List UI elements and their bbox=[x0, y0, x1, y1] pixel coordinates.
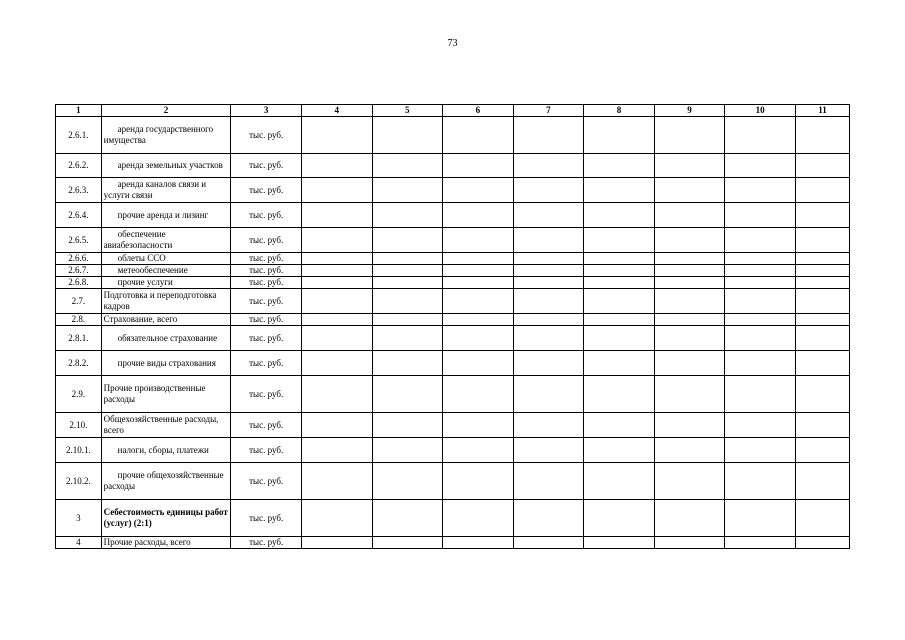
row-number: 2.8.1. bbox=[56, 326, 102, 351]
value-cell-col-6 bbox=[443, 500, 514, 537]
value-cell-col-9 bbox=[654, 154, 725, 178]
value-cell-col-7 bbox=[513, 228, 584, 253]
value-cell-col-6 bbox=[443, 228, 514, 253]
value-cell-col-4 bbox=[301, 376, 372, 413]
column-header-9: 9 bbox=[654, 105, 725, 117]
value-cell-col-6 bbox=[443, 253, 514, 265]
value-cell-col-6 bbox=[443, 438, 514, 463]
value-cell-col-5 bbox=[372, 438, 443, 463]
row-number: 3 bbox=[56, 500, 102, 537]
value-cell-col-7 bbox=[513, 117, 584, 154]
row-name: обязательное страхование bbox=[101, 326, 231, 351]
value-cell-col-6 bbox=[443, 314, 514, 326]
row-number: 2.10.2. bbox=[56, 463, 102, 500]
value-cell-col-9 bbox=[654, 438, 725, 463]
value-cell-col-5 bbox=[372, 154, 443, 178]
value-cell-col-11 bbox=[795, 277, 849, 289]
row-name: прочие общехозяйственные расходы bbox=[101, 463, 231, 500]
value-cell-col-9 bbox=[654, 351, 725, 376]
value-cell-col-9 bbox=[654, 228, 725, 253]
row-name: Страхование, всего bbox=[101, 314, 231, 326]
column-header-6: 6 bbox=[443, 105, 514, 117]
table-row bbox=[56, 277, 850, 289]
value-cell-col-8 bbox=[584, 117, 655, 154]
table-body bbox=[56, 117, 850, 549]
value-cell-col-11 bbox=[795, 351, 849, 376]
value-cell-col-11 bbox=[795, 438, 849, 463]
value-cell-col-10 bbox=[725, 326, 796, 351]
value-cell-col-7 bbox=[513, 265, 584, 277]
value-cell-col-7 bbox=[513, 438, 584, 463]
row-name: Себестоимость единицы работ (услуг) (2:1) bbox=[101, 500, 231, 537]
value-cell-col-9 bbox=[654, 376, 725, 413]
value-cell-col-11 bbox=[795, 314, 849, 326]
table-row bbox=[56, 314, 850, 326]
row-name: облеты ССО bbox=[101, 253, 231, 265]
value-cell-col-6 bbox=[443, 463, 514, 500]
row-unit: тыс. руб. bbox=[231, 413, 302, 438]
value-cell-col-10 bbox=[725, 277, 796, 289]
value-cell-col-4 bbox=[301, 228, 372, 253]
row-unit: тыс. руб. bbox=[231, 228, 302, 253]
value-cell-col-8 bbox=[584, 326, 655, 351]
value-cell-col-8 bbox=[584, 289, 655, 314]
row-name: прочие услуги bbox=[101, 277, 231, 289]
value-cell-col-6 bbox=[443, 203, 514, 228]
value-cell-col-11 bbox=[795, 178, 849, 203]
value-cell-col-7 bbox=[513, 413, 584, 438]
value-cell-col-7 bbox=[513, 537, 584, 549]
value-cell-col-5 bbox=[372, 265, 443, 277]
value-cell-col-8 bbox=[584, 277, 655, 289]
row-unit: тыс. руб. bbox=[231, 117, 302, 154]
value-cell-col-8 bbox=[584, 500, 655, 537]
row-unit: тыс. руб. bbox=[231, 265, 302, 277]
value-cell-col-4 bbox=[301, 178, 372, 203]
value-cell-col-9 bbox=[654, 289, 725, 314]
row-number: 2.9. bbox=[56, 376, 102, 413]
value-cell-col-11 bbox=[795, 500, 849, 537]
column-header-3: 3 bbox=[231, 105, 302, 117]
cost-table bbox=[55, 104, 850, 549]
row-unit: тыс. руб. bbox=[231, 326, 302, 351]
value-cell-col-11 bbox=[795, 265, 849, 277]
row-name: прочие аренда и лизинг bbox=[101, 203, 231, 228]
table-row bbox=[56, 438, 850, 463]
value-cell-col-6 bbox=[443, 289, 514, 314]
value-cell-col-6 bbox=[443, 326, 514, 351]
row-unit: тыс. руб. bbox=[231, 277, 302, 289]
value-cell-col-6 bbox=[443, 117, 514, 154]
value-cell-col-4 bbox=[301, 438, 372, 463]
value-cell-col-8 bbox=[584, 203, 655, 228]
value-cell-col-11 bbox=[795, 228, 849, 253]
row-unit: тыс. руб. bbox=[231, 253, 302, 265]
value-cell-col-5 bbox=[372, 289, 443, 314]
row-name: аренда земельных участков bbox=[101, 154, 231, 178]
value-cell-col-11 bbox=[795, 203, 849, 228]
value-cell-col-8 bbox=[584, 438, 655, 463]
value-cell-col-9 bbox=[654, 463, 725, 500]
row-unit: тыс. руб. bbox=[231, 351, 302, 376]
table-row bbox=[56, 228, 850, 253]
row-number: 4 bbox=[56, 537, 102, 549]
value-cell-col-7 bbox=[513, 277, 584, 289]
value-cell-col-5 bbox=[372, 277, 443, 289]
value-cell-col-9 bbox=[654, 314, 725, 326]
value-cell-col-8 bbox=[584, 154, 655, 178]
row-name: прочие виды страхования bbox=[101, 351, 231, 376]
row-name: Прочие производственные расходы bbox=[101, 376, 231, 413]
row-unit: тыс. руб. bbox=[231, 438, 302, 463]
table-row bbox=[56, 117, 850, 154]
value-cell-col-5 bbox=[372, 178, 443, 203]
column-header-4: 4 bbox=[301, 105, 372, 117]
row-number: 2.6.1. bbox=[56, 117, 102, 154]
table-row bbox=[56, 500, 850, 537]
value-cell-col-9 bbox=[654, 537, 725, 549]
row-number: 2.6.8. bbox=[56, 277, 102, 289]
row-name: метеообеспечение bbox=[101, 265, 231, 277]
value-cell-col-7 bbox=[513, 326, 584, 351]
value-cell-col-4 bbox=[301, 351, 372, 376]
row-number: 2.6.4. bbox=[56, 203, 102, 228]
value-cell-col-5 bbox=[372, 228, 443, 253]
value-cell-col-10 bbox=[725, 314, 796, 326]
value-cell-col-4 bbox=[301, 117, 372, 154]
value-cell-col-7 bbox=[513, 203, 584, 228]
value-cell-col-8 bbox=[584, 253, 655, 265]
row-number: 2.6.5. bbox=[56, 228, 102, 253]
value-cell-col-4 bbox=[301, 154, 372, 178]
value-cell-col-8 bbox=[584, 265, 655, 277]
row-number: 2.6.6. bbox=[56, 253, 102, 265]
row-name: налоги, сборы, платежи bbox=[101, 438, 231, 463]
value-cell-col-11 bbox=[795, 289, 849, 314]
value-cell-col-6 bbox=[443, 376, 514, 413]
row-unit: тыс. руб. bbox=[231, 289, 302, 314]
value-cell-col-7 bbox=[513, 314, 584, 326]
value-cell-col-11 bbox=[795, 253, 849, 265]
value-cell-col-4 bbox=[301, 277, 372, 289]
value-cell-col-4 bbox=[301, 537, 372, 549]
value-cell-col-7 bbox=[513, 351, 584, 376]
value-cell-col-8 bbox=[584, 376, 655, 413]
row-name: обеспечение авиабезопасности bbox=[101, 228, 231, 253]
value-cell-col-7 bbox=[513, 253, 584, 265]
value-cell-col-9 bbox=[654, 500, 725, 537]
value-cell-col-8 bbox=[584, 178, 655, 203]
value-cell-col-10 bbox=[725, 351, 796, 376]
table-row bbox=[56, 463, 850, 500]
value-cell-col-4 bbox=[301, 326, 372, 351]
value-cell-col-4 bbox=[301, 314, 372, 326]
row-name: Прочие расходы, всего bbox=[101, 537, 231, 549]
column-header-5: 5 bbox=[372, 105, 443, 117]
column-header-1: 1 bbox=[56, 105, 102, 117]
value-cell-col-9 bbox=[654, 413, 725, 438]
row-number: 2.6.7. bbox=[56, 265, 102, 277]
table-row bbox=[56, 154, 850, 178]
row-number: 2.10. bbox=[56, 413, 102, 438]
value-cell-col-10 bbox=[725, 203, 796, 228]
value-cell-col-10 bbox=[725, 463, 796, 500]
row-number: 2.7. bbox=[56, 289, 102, 314]
value-cell-col-5 bbox=[372, 351, 443, 376]
value-cell-col-10 bbox=[725, 265, 796, 277]
row-unit: тыс. руб. bbox=[231, 154, 302, 178]
value-cell-col-6 bbox=[443, 265, 514, 277]
value-cell-col-4 bbox=[301, 289, 372, 314]
value-cell-col-5 bbox=[372, 500, 443, 537]
value-cell-col-7 bbox=[513, 178, 584, 203]
value-cell-col-11 bbox=[795, 376, 849, 413]
value-cell-col-5 bbox=[372, 463, 443, 500]
value-cell-col-7 bbox=[513, 154, 584, 178]
row-unit: тыс. руб. bbox=[231, 500, 302, 537]
column-header-11: 11 bbox=[795, 105, 849, 117]
table-row bbox=[56, 376, 850, 413]
value-cell-col-6 bbox=[443, 351, 514, 376]
table-row bbox=[56, 253, 850, 265]
value-cell-col-9 bbox=[654, 326, 725, 351]
table-row bbox=[56, 326, 850, 351]
value-cell-col-8 bbox=[584, 537, 655, 549]
table-row bbox=[56, 413, 850, 438]
row-number: 2.6.2. bbox=[56, 154, 102, 178]
row-number: 2.10.1. bbox=[56, 438, 102, 463]
value-cell-col-9 bbox=[654, 178, 725, 203]
value-cell-col-10 bbox=[725, 537, 796, 549]
table-row bbox=[56, 178, 850, 203]
row-name: аренда государственного имущества bbox=[101, 117, 231, 154]
row-number: 2.6.3. bbox=[56, 178, 102, 203]
value-cell-col-4 bbox=[301, 463, 372, 500]
value-cell-col-6 bbox=[443, 277, 514, 289]
value-cell-col-10 bbox=[725, 289, 796, 314]
table-row bbox=[56, 537, 850, 549]
value-cell-col-10 bbox=[725, 413, 796, 438]
value-cell-col-8 bbox=[584, 463, 655, 500]
column-header-2: 2 bbox=[101, 105, 231, 117]
table-row bbox=[56, 289, 850, 314]
value-cell-col-7 bbox=[513, 376, 584, 413]
value-cell-col-10 bbox=[725, 154, 796, 178]
value-cell-col-5 bbox=[372, 537, 443, 549]
table-row bbox=[56, 203, 850, 228]
value-cell-col-11 bbox=[795, 154, 849, 178]
value-cell-col-8 bbox=[584, 228, 655, 253]
row-name: Подготовка и переподготовка кадров bbox=[101, 289, 231, 314]
value-cell-col-9 bbox=[654, 117, 725, 154]
value-cell-col-9 bbox=[654, 253, 725, 265]
value-cell-col-10 bbox=[725, 178, 796, 203]
value-cell-col-8 bbox=[584, 413, 655, 438]
row-unit: тыс. руб. bbox=[231, 463, 302, 500]
value-cell-col-4 bbox=[301, 265, 372, 277]
row-unit: тыс. руб. bbox=[231, 537, 302, 549]
value-cell-col-8 bbox=[584, 314, 655, 326]
value-cell-col-9 bbox=[654, 265, 725, 277]
row-unit: тыс. руб. bbox=[231, 376, 302, 413]
value-cell-col-6 bbox=[443, 413, 514, 438]
value-cell-col-4 bbox=[301, 413, 372, 438]
header-row bbox=[56, 105, 850, 117]
value-cell-col-6 bbox=[443, 154, 514, 178]
value-cell-col-7 bbox=[513, 500, 584, 537]
value-cell-col-11 bbox=[795, 413, 849, 438]
row-name: Общехозяйственные расходы, всего bbox=[101, 413, 231, 438]
value-cell-col-4 bbox=[301, 253, 372, 265]
column-header-8: 8 bbox=[584, 105, 655, 117]
row-number: 2.8.2. bbox=[56, 351, 102, 376]
value-cell-col-4 bbox=[301, 203, 372, 228]
value-cell-col-7 bbox=[513, 289, 584, 314]
row-unit: тыс. руб. bbox=[231, 203, 302, 228]
value-cell-col-10 bbox=[725, 253, 796, 265]
value-cell-col-11 bbox=[795, 117, 849, 154]
value-cell-col-5 bbox=[372, 314, 443, 326]
value-cell-col-10 bbox=[725, 228, 796, 253]
value-cell-col-11 bbox=[795, 463, 849, 500]
value-cell-col-8 bbox=[584, 351, 655, 376]
value-cell-col-9 bbox=[654, 203, 725, 228]
value-cell-col-5 bbox=[372, 326, 443, 351]
column-header-10: 10 bbox=[725, 105, 796, 117]
table-row bbox=[56, 265, 850, 277]
value-cell-col-4 bbox=[301, 500, 372, 537]
value-cell-col-7 bbox=[513, 463, 584, 500]
row-name: аренда каналов связи и услуги связи bbox=[101, 178, 231, 203]
value-cell-col-10 bbox=[725, 438, 796, 463]
value-cell-col-5 bbox=[372, 376, 443, 413]
row-unit: тыс. руб. bbox=[231, 314, 302, 326]
value-cell-col-5 bbox=[372, 203, 443, 228]
table-row bbox=[56, 351, 850, 376]
value-cell-col-10 bbox=[725, 500, 796, 537]
value-cell-col-5 bbox=[372, 253, 443, 265]
value-cell-col-11 bbox=[795, 537, 849, 549]
value-cell-col-11 bbox=[795, 326, 849, 351]
row-unit: тыс. руб. bbox=[231, 178, 302, 203]
value-cell-col-6 bbox=[443, 537, 514, 549]
value-cell-col-5 bbox=[372, 117, 443, 154]
column-header-7: 7 bbox=[513, 105, 584, 117]
row-number: 2.8. bbox=[56, 314, 102, 326]
value-cell-col-5 bbox=[372, 413, 443, 438]
value-cell-col-10 bbox=[725, 117, 796, 154]
page-number: 73 bbox=[447, 38, 458, 49]
value-cell-col-6 bbox=[443, 178, 514, 203]
value-cell-col-9 bbox=[654, 277, 725, 289]
value-cell-col-10 bbox=[725, 376, 796, 413]
